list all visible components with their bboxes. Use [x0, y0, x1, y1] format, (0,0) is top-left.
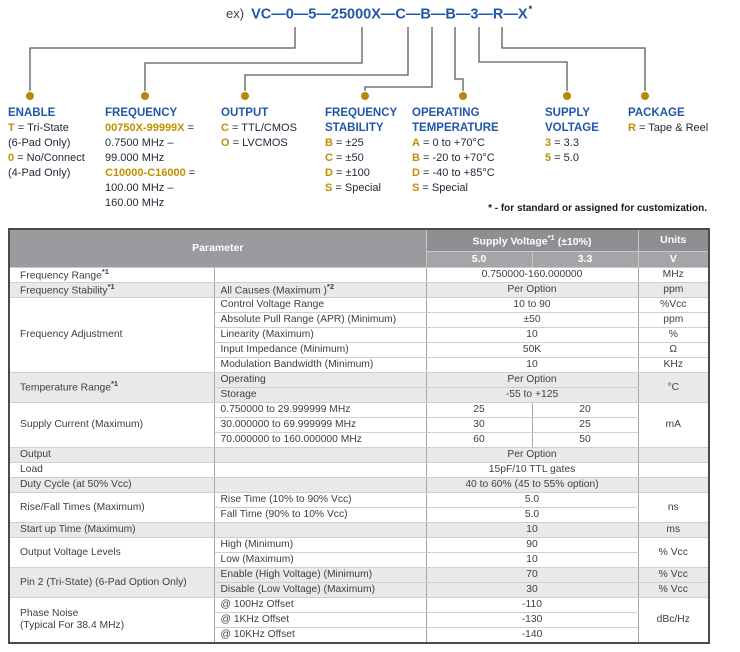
spec-cell-unit: ppm	[638, 282, 709, 297]
category-frequency-stability	[325, 106, 397, 196]
category-option: 00750X-99999X =	[105, 122, 194, 134]
spec-cell-p2	[214, 523, 426, 538]
connector-line	[479, 27, 567, 91]
spec-cell-p1: Phase Noise (Typical For 38.4 MHz)	[9, 598, 214, 643]
spec-cell-p2: Operating	[214, 373, 426, 388]
spec-cell-unit: ns	[638, 493, 709, 523]
spec-cell-val: 5.0	[426, 493, 638, 508]
spec-cell-p2: Control Voltage Range	[214, 298, 426, 313]
part-number-dash: —	[478, 6, 493, 23]
category-option: S = Special	[325, 182, 381, 194]
part-number-star: *	[528, 4, 533, 14]
category-option: 0.7500 MHz –	[105, 137, 174, 149]
col-header-supply-voltage	[426, 229, 638, 251]
ordering-diagram	[0, 0, 740, 228]
category-output	[221, 106, 297, 151]
category-enable	[8, 106, 85, 181]
category-option: (6-Pad Only)	[8, 137, 71, 149]
option-code: R	[628, 122, 636, 134]
spec-cell-p2	[214, 463, 426, 478]
spec-cell-p2: @ 10KHz Offset	[214, 628, 426, 643]
category-option: 3 = 3.3	[545, 137, 579, 149]
spec-cell-p1: Frequency Adjustment	[9, 298, 214, 373]
category-title: STABILITY	[325, 122, 384, 134]
option-code: B	[325, 137, 333, 149]
option-code: 3	[545, 137, 552, 149]
spec-row	[9, 403, 709, 418]
connector-line	[145, 27, 362, 91]
part-number-dash: —	[405, 6, 421, 23]
category-option: D = ±100	[325, 167, 370, 179]
spec-cell-unit: ms	[638, 523, 709, 538]
spec-cell-unit: % Vcc	[638, 568, 709, 583]
spec-cell-val: Per Option	[426, 448, 638, 463]
category-option: R = Tape & Reel	[628, 122, 709, 134]
spec-cell-unit	[638, 463, 709, 478]
spec-cell-val: 30	[426, 583, 638, 598]
spec-row	[9, 373, 709, 388]
spec-cell-p2	[214, 448, 426, 463]
category-title: FREQUENCY	[105, 107, 178, 119]
option-code: D	[412, 167, 420, 179]
spec-cell-val: ±50	[426, 313, 638, 328]
spec-cell-val: 40 to 60% (45 to 55% option)	[426, 478, 638, 493]
spec-cell-val: 70	[426, 568, 638, 583]
spec-cell-val: 25	[532, 418, 638, 433]
option-code: C	[221, 122, 229, 134]
spec-table-body	[9, 267, 709, 643]
spec-cell-unit	[638, 448, 709, 463]
part-number-segment: 3	[470, 6, 479, 23]
spec-cell-p1: Frequency Stability$^{*1}$	[9, 282, 214, 297]
part-number-dash: —	[316, 6, 331, 23]
spec-cell-val: 0.750000-160.000000	[426, 267, 638, 282]
spec-cell-val: -110	[426, 598, 638, 613]
spec-cell-unit: ppm	[638, 313, 709, 328]
spec-cell-p2: @ 1KHz Offset	[214, 613, 426, 628]
spec-cell-unit: %	[638, 328, 709, 343]
spec-cell-p2	[214, 267, 426, 282]
spec-cell-p2: 30.000000 to 69.999999 MHz	[214, 418, 426, 433]
connector-dot	[459, 92, 467, 100]
supply-voltage-tolerance: (±10%)	[557, 235, 592, 248]
spec-cell-p2: Input Impedance (Minimum)	[214, 343, 426, 358]
spec-cell-p1: Start up Time (Maximum)	[9, 523, 214, 538]
spec-cell-p2	[214, 478, 426, 493]
category-option: C = TTL/CMOS	[221, 122, 297, 134]
spec-cell-p2: All Causes (Maximum )$^{*2}$	[214, 282, 426, 297]
category-option: A = 0 to +70°C	[412, 137, 485, 149]
spec-row	[9, 493, 709, 508]
option-code: C	[325, 152, 333, 164]
category-package	[628, 106, 708, 136]
spec-cell-p2: Linearity (Maximum)	[214, 328, 426, 343]
category-option: 99.000 MHz	[105, 152, 165, 164]
category-title: SUPPLY	[545, 107, 590, 119]
spec-row	[9, 538, 709, 553]
part-number-segment: 5	[308, 6, 317, 23]
part-number-dash: —	[380, 6, 396, 23]
part-number	[251, 4, 532, 23]
part-number-segment: X	[517, 6, 528, 23]
spec-cell-val: 10	[426, 553, 638, 568]
spec-cell-p2: Fall Time (90% to 10% Vcc)	[214, 508, 426, 523]
category-option: 160.00 MHz	[105, 197, 165, 209]
connector-dot	[141, 92, 149, 100]
connector-dot	[361, 92, 369, 100]
spec-row	[9, 598, 709, 613]
category-option: C10000-C16000 =	[105, 167, 196, 179]
spec-cell-val: 50K	[426, 343, 638, 358]
category-option: O = LVCMOS	[221, 137, 288, 149]
part-number-segment: C	[395, 6, 406, 23]
spec-cell-p1: Rise/Fall Times (Maximum)	[9, 493, 214, 523]
spec-cell-unit: MHz	[638, 267, 709, 282]
option-code: 5	[545, 152, 552, 164]
spec-cell-val: 15pF/10 TTL gates	[426, 463, 638, 478]
category-title: VOLTAGE	[545, 122, 599, 134]
category-title: OUTPUT	[221, 107, 269, 119]
category-title: PACKAGE	[628, 107, 685, 119]
spec-cell-val: 90	[426, 538, 638, 553]
part-number-segment: VC	[251, 6, 272, 23]
spec-cell-val: 50	[532, 433, 638, 448]
option-code: O	[221, 137, 230, 149]
spec-cell-val: 60	[426, 433, 532, 448]
spec-cell-val: 10	[426, 523, 638, 538]
category-option: T = Tri-State	[8, 122, 69, 134]
spec-cell-val: 10	[426, 358, 638, 373]
category-title: TEMPERATURE	[412, 122, 499, 134]
spec-cell-p2: Enable (High Voltage) (Minimum)	[214, 568, 426, 583]
connector-dot	[563, 92, 571, 100]
spec-cell-p2: @ 100Hz Offset	[214, 598, 426, 613]
spec-cell-p2: High (Minimum)	[214, 538, 426, 553]
supply-voltage-sup: *1	[547, 233, 555, 242]
category-option: 0 = No/Connect	[8, 152, 85, 164]
spec-cell-p1: Pin 2 (Tri-State) (6-Pad Option Only)	[9, 568, 214, 598]
spec-row	[9, 568, 709, 583]
supply-voltage-label: Supply Voltage	[472, 235, 548, 248]
part-number-dash: —	[293, 6, 309, 23]
spec-cell-val: 5.0	[426, 508, 638, 523]
part-number-dash: —	[271, 6, 286, 23]
part-number-title	[226, 4, 532, 23]
col-subheader-5v: 5.0	[426, 251, 532, 267]
spec-cell-val: 30	[426, 418, 532, 433]
category-title: ENABLE	[8, 107, 56, 119]
spec-cell-p2: Disable (Low Voltage) (Maximum)	[214, 583, 426, 598]
category-option: D = -40 to +85°C	[412, 167, 495, 179]
option-code: B	[412, 152, 420, 164]
category-frequency	[105, 106, 195, 211]
spec-cell-unit: % Vcc	[638, 538, 709, 568]
category-option: B = ±25	[325, 137, 364, 149]
spec-cell-p2: Storage	[214, 388, 426, 403]
spec-cell-val: -140	[426, 628, 638, 643]
part-number-dash: —	[503, 6, 518, 23]
spec-row	[9, 448, 709, 463]
option-code: T	[8, 122, 15, 134]
col-header-parameter: Parameter	[9, 229, 426, 267]
cell-superscript: *1	[111, 379, 119, 389]
category-option: 5 = 5.0	[545, 152, 579, 164]
option-code: S	[412, 182, 420, 194]
connector-dot	[26, 92, 34, 100]
spec-cell-unit: °C	[638, 373, 709, 403]
part-number-prefix: ex)	[226, 6, 245, 22]
part-number-segment: B	[420, 6, 431, 23]
connector-line	[365, 27, 432, 91]
part-number-dash: —	[455, 6, 471, 23]
spec-cell-val: 20	[532, 403, 638, 418]
category-option: C = ±50	[325, 152, 364, 164]
spec-row	[9, 478, 709, 493]
option-code: A	[412, 137, 420, 149]
spec-row	[9, 523, 709, 538]
part-number-segment: R	[492, 6, 504, 23]
spec-cell-val: 10 to 90	[426, 298, 638, 313]
spec-cell-p1: Output Voltage Levels	[9, 538, 214, 568]
spec-cell-p1: Supply Current (Maximum)	[9, 403, 214, 448]
spec-cell-unit: Ω	[638, 343, 709, 358]
part-number-segment: B	[445, 6, 456, 23]
footnote: * - for standard or assigned for customization.	[488, 203, 707, 214]
option-code: C10000-C16000	[105, 167, 186, 179]
spec-cell-val: Per Option	[426, 282, 638, 297]
col-subheader-3v: 3.3	[532, 251, 638, 267]
spec-cell-p1: Temperature Range$^{*1}$	[9, 373, 214, 403]
option-code: 0	[8, 152, 15, 164]
cell-superscript: *2	[326, 281, 335, 291]
spec-cell-unit: %Vcc	[638, 298, 709, 313]
cell-superscript: *1	[107, 281, 115, 291]
spec-cell-unit: mA	[638, 403, 709, 448]
spec-cell-p2: 0.750000 to 29.999999 MHz	[214, 403, 426, 418]
spec-cell-p2: 70.000000 to 160.000000 MHz	[214, 433, 426, 448]
spec-cell-p1: Output	[9, 448, 214, 463]
spec-cell-val: -130	[426, 613, 638, 628]
option-code: S	[325, 182, 333, 194]
spec-cell-unit: KHz	[638, 358, 709, 373]
category-operating-temperature	[412, 106, 499, 196]
spec-cell-p2: Low (Maximum)	[214, 553, 426, 568]
spec-cell-p1: Frequency Range$^{*1}$	[9, 267, 214, 282]
category-option: 100.00 MHz –	[105, 182, 174, 194]
category-option: S = Special	[412, 182, 468, 194]
spec-row	[9, 298, 709, 313]
spec-cell-unit: % Vcc	[638, 583, 709, 598]
category-option: B = -20 to +70°C	[412, 152, 495, 164]
connector-line	[455, 27, 463, 91]
spec-header-row	[9, 229, 709, 251]
category-title: FREQUENCY	[325, 107, 398, 119]
part-number-segment: 25000X	[330, 6, 381, 23]
spec-row	[9, 267, 709, 282]
spec-cell-p1: Load	[9, 463, 214, 478]
spec-cell-unit: dBc/Hz	[638, 598, 709, 643]
part-number-segment: 0	[285, 6, 294, 23]
option-code: D	[325, 167, 333, 179]
spec-table	[8, 228, 710, 644]
col-subheader-units-v: V	[638, 251, 709, 267]
spec-row	[9, 282, 709, 297]
spec-cell-p2: Rise Time (10% to 90% Vcc)	[214, 493, 426, 508]
option-code: 00750X-99999X	[105, 122, 185, 134]
connector-line	[245, 27, 408, 91]
cell-superscript: *1	[101, 266, 109, 276]
spec-cell-unit	[638, 478, 709, 493]
connector-line	[502, 27, 645, 91]
category-supply-voltage	[545, 106, 599, 166]
part-number-dash: —	[430, 6, 446, 23]
spec-cell-p2: Modulation Bandwidth (Minimum)	[214, 358, 426, 373]
category-title: OPERATING	[412, 107, 480, 119]
spec-cell-val: 25	[426, 403, 532, 418]
spec-cell-val: -55 to +125	[426, 388, 638, 403]
spec-cell-val: 10	[426, 328, 638, 343]
category-option: (4-Pad Only)	[8, 167, 71, 179]
spec-row	[9, 463, 709, 478]
connector-line	[30, 27, 295, 91]
connector-dot	[641, 92, 649, 100]
spec-cell-p1: Duty Cycle (at 50% Vcc)	[9, 478, 214, 493]
connector-dot	[241, 92, 249, 100]
col-header-units: Units	[638, 229, 709, 251]
spec-cell-val: Per Option	[426, 373, 638, 388]
spec-cell-p2: Absolute Pull Range (APR) (Minimum)	[214, 313, 426, 328]
